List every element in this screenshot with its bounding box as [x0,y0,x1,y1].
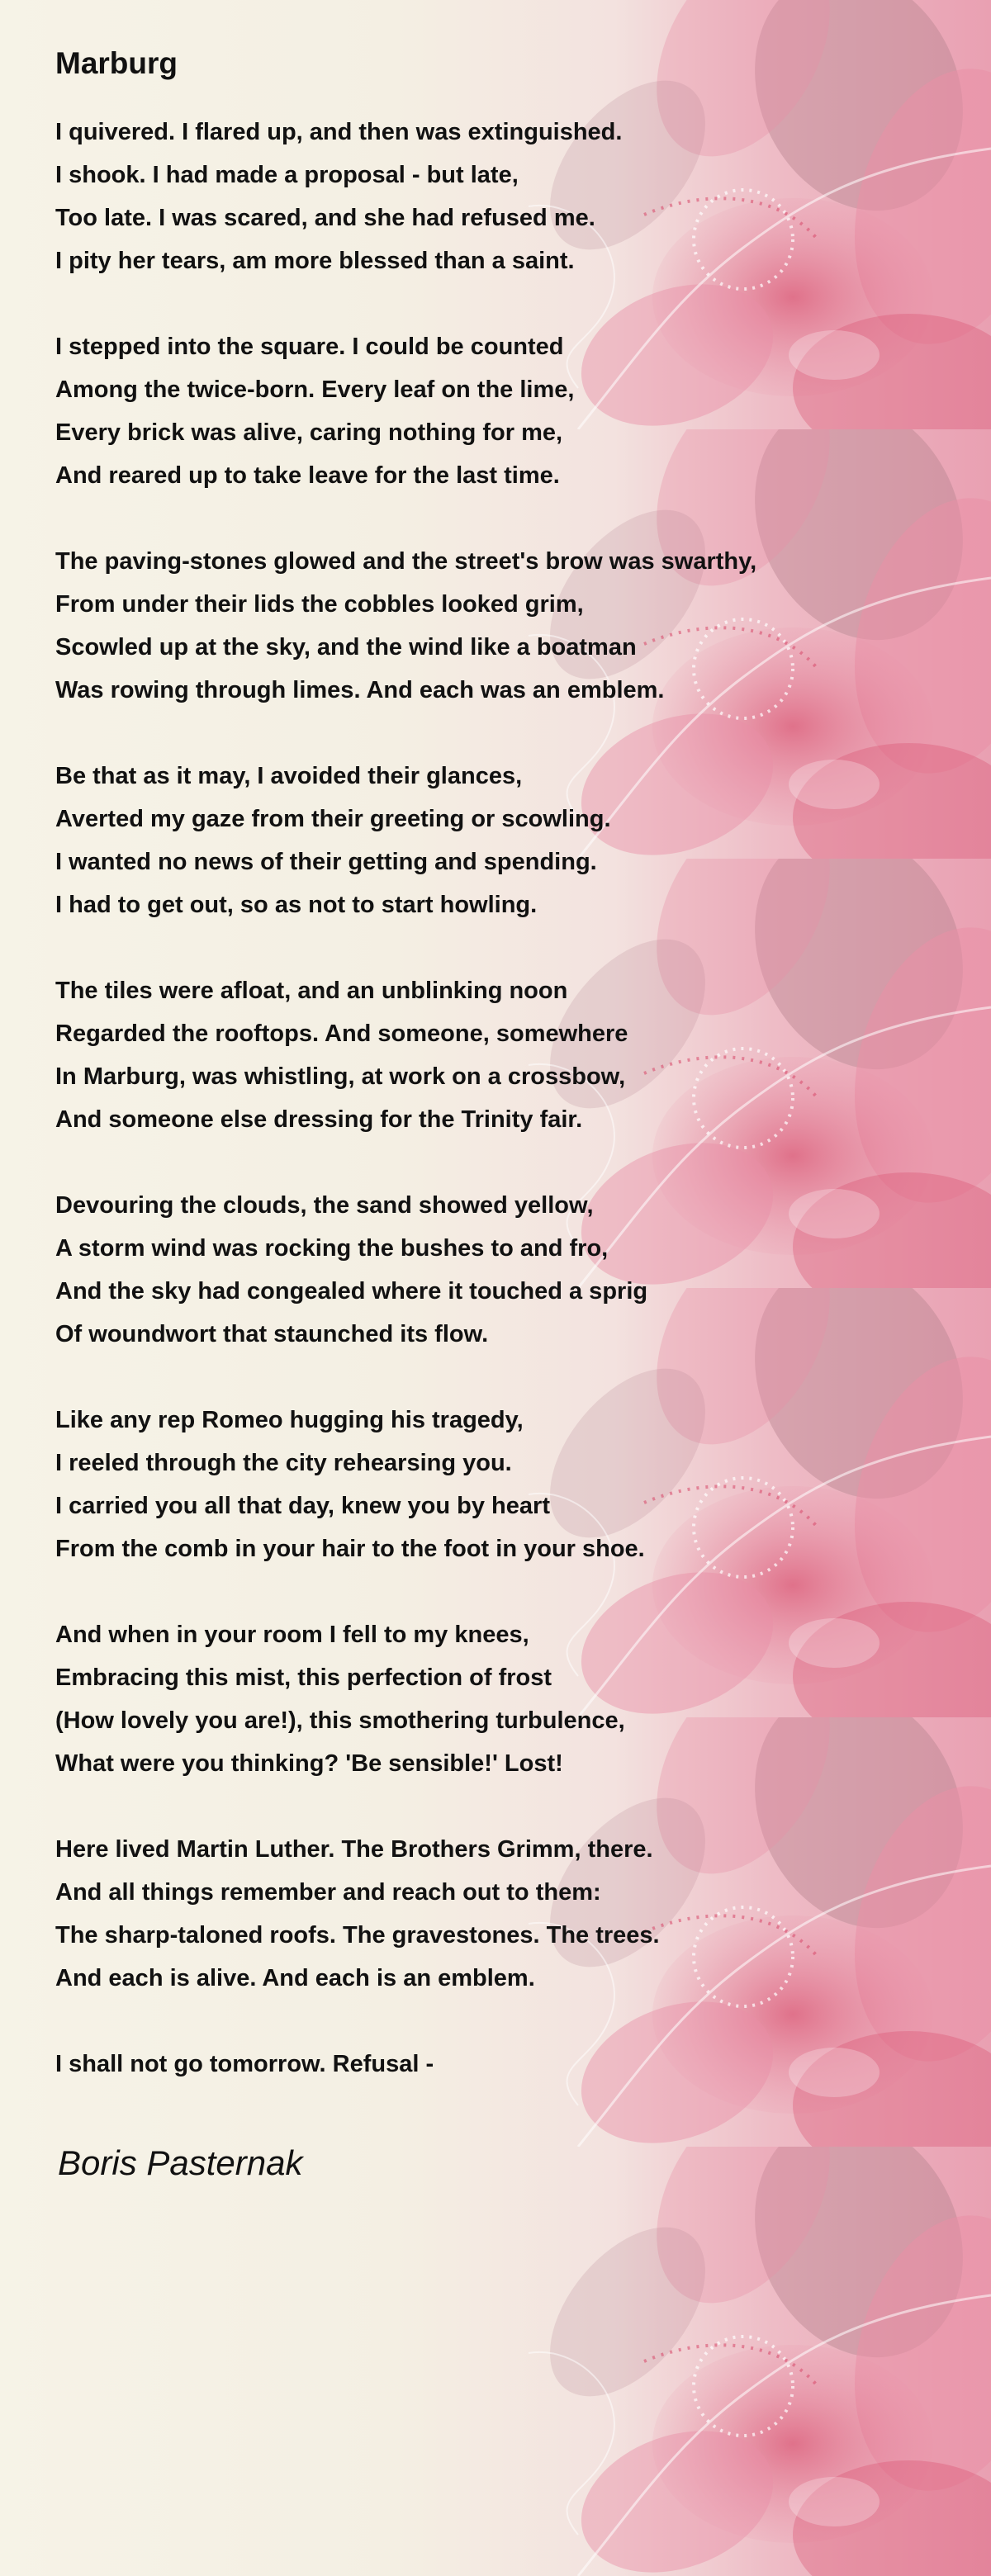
poem-line: In Marburg, was whistling, at work on a crossbow, [55,1063,626,1090]
poem-line: And all things remember and reach out to them: [55,1879,601,1906]
poem-line: I had to get out, so as not to start howling. [55,892,538,918]
poem-line: From under their lids the cobbles looked grim, [55,591,584,618]
stanza [55,1399,931,1570]
poem-line: The paving-stones glowed and the street's brow was swarthy, [55,548,757,575]
poem-line: I reeled through the city rehearsing you. [55,1450,512,1476]
poem-line: Among the twice-born. Every leaf on the lime, [55,376,575,403]
poem-line: I pity her tears, am more blessed than a saint. [55,248,575,274]
stanza [55,969,931,1141]
poem-line: I quivered. I flared up, and then was extinguished. [55,119,623,145]
floral-background-tile [0,2147,991,2576]
poem-line: Was rowing through limes. And each was an emblem. [55,677,665,703]
stanza [55,111,931,282]
stanza [55,540,931,712]
poem-line: I wanted no news of their getting and spending. [55,849,597,875]
poem-line: A storm wind was rocking the bushes to and fro, [55,1235,609,1262]
stanza [55,1184,931,1356]
poem-line: The tiles were afloat, and an unblinking noon [55,978,568,1004]
poem-stanzas [55,111,931,2086]
poem-body [55,43,931,2129]
poem-line: I carried you all that day, knew you by heart [55,1493,550,1519]
poem-line: Embracing this mist, this perfection of frost [55,1664,552,1691]
poem-line: I stepped into the square. I could be counted [55,334,564,360]
stanza [55,2043,931,2086]
poem-line: I shall not go tomorrow. Refusal - [55,2051,434,2077]
poem-line: And the sky had congealed where it touched a sprig [55,1278,648,1305]
poem-line: And when in your room I fell to my knees, [55,1622,529,1648]
stanza [55,1613,931,1785]
poem-line: Here lived Martin Luther. The Brothers Grimm, there. [55,1836,653,1863]
poem-line: And someone else dressing for the Trinity fair. [55,1106,583,1133]
poem-line: I shook. I had made a proposal - but late, [55,162,519,188]
stanza [55,325,931,497]
poem-line: (How lovely you are!), this smothering turbulence, [55,1707,625,1734]
poem-line: Of woundwort that staunched its flow. [55,1321,489,1347]
poem-line: Too late. I was scared, and she had refused me. [55,205,595,231]
poem-line: Scowled up at the sky, and the wind like a boatman [55,634,637,661]
poem-line: From the comb in your hair to the foot in your shoe. [55,1536,645,1562]
poem-line: The sharp-taloned roofs. The gravestones. The trees. [55,1922,660,1949]
poem-line: Every brick was alive, caring nothing for me, [55,419,563,446]
poem-line: And each is alive. And each is an emblem. [55,1965,535,1991]
poem-line: And reared up to take leave for the last time. [55,462,560,489]
poem-line: What were you thinking? 'Be sensible!' Lost! [55,1750,563,1777]
stanza [55,1828,931,2000]
poem-line: Devouring the clouds, the sand showed yellow, [55,1192,594,1219]
poem-line: Averted my gaze from their greeting or scowling. [55,806,611,832]
poem-line: Like any rep Romeo hugging his tragedy, [55,1407,524,1433]
poem-title: Marburg [55,46,178,80]
poem-line: Be that as it may, I avoided their glances, [55,763,523,789]
stanza [55,755,931,926]
poem-line: Regarded the rooftops. And someone, somewhere [55,1020,628,1047]
poem-author: Boris Pasternak [58,2143,303,2182]
